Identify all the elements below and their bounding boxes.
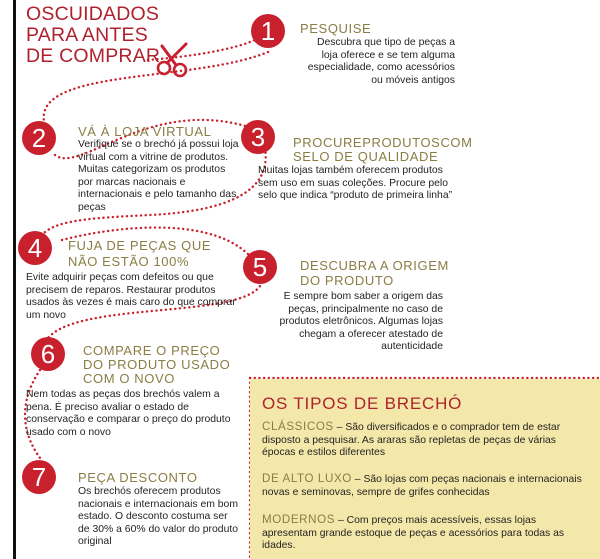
page-title: OSCUIDADOS PARA ANTES DE COMPRAR xyxy=(26,3,161,67)
step-1-heading: PESQUISE xyxy=(300,21,372,36)
step-2-heading: VÁ À LOJA VIRTUAL xyxy=(78,124,212,139)
step-4-number: 4 xyxy=(18,231,52,265)
brecho-type-modernos xyxy=(262,514,592,553)
step-7-text: Os brechós oferecem produtos nacionais e internacionais em bom estado. O desconto costuma ser de 30% a 60% do valor do produto original xyxy=(78,486,239,548)
step-3-heading: PROCUREPRODUTOSCOM SELO DE QUALIDADE xyxy=(293,135,473,164)
step-6-number: 6 xyxy=(31,337,65,371)
brecho-type-description: – Com preços mais acessíveis, essas lojas apresentam grande estoque de peças e acessórios para todas as idades. xyxy=(262,515,565,552)
step-5-heading: DESCUBRA A ORIGEM DO PRODUTO xyxy=(300,258,449,288)
step-4-heading: FUJA DE PEÇAS QUE NÃO ESTÃO 100% xyxy=(68,238,212,269)
brecho-type-classicos xyxy=(262,421,592,460)
step-3-number: 3 xyxy=(241,120,275,154)
brecho-type-description: – São diversificados e o comprador tem de estar disposto a pesquisar. As araras são repletas de peças de várias épocas e estilos diferentes xyxy=(262,422,561,459)
step-1-text: Descubra que tipo de peças a loja oferece e se tem alguma especialidade, como acessórios ou móveis antigos xyxy=(307,37,455,86)
step-4-text: Evite adquirir peças com defeitos ou que precisem de reparos. Restaurar produtos usados às vezes é mais caro do que comprar um novo xyxy=(26,272,236,321)
step-2-number: 2 xyxy=(22,121,56,155)
step-3-text: Muitas lojas também oferecem produtos sem uso em suas coleções. Procure pelo selo que indica “produto de primeira linha” xyxy=(258,165,453,202)
step-2-text: Verifique se o brechó já possui loja virtual com a vitrine de produtos. Muitas categorizam os produtos por marcas nacionais e internacionais e pelo tamanho das peças xyxy=(78,139,239,213)
step-1-number: 1 xyxy=(251,14,285,48)
step-5-number: 5 xyxy=(243,250,277,284)
brecho-type-description: – São lojas com peças nacionais e internacionais novas e seminovas, sempre de grifes conhecidas xyxy=(262,474,582,498)
brecho-type-term: MODERNOS xyxy=(262,513,336,526)
brecho-type-term: DE ALTO LUXO xyxy=(262,472,352,485)
step-6-heading: COMPARE O PREÇO DO PRODUTO USADO COM O NOVO xyxy=(83,343,231,386)
step-5-text: É sempre bom saber a origem das peças, principalmente no caso de produtos eletrônicos. Algumas lojas chegam a oferecer atestado de autenticidade xyxy=(279,291,443,353)
step-6-text: Nem todas as peças dos brechós valem a pena. É preciso avaliar o estado de conservação e comparar o preço do produto usado com o novo xyxy=(26,389,231,438)
step-7-number: 7 xyxy=(22,460,56,494)
brecho-type-term: CLÁSSICOS xyxy=(262,420,334,433)
step-7-heading: PEÇA DESCONTO xyxy=(78,470,198,485)
brecho-type-alto-luxo xyxy=(262,473,592,499)
brecho-box-title: OS TIPOS DE BRECHÓ xyxy=(262,394,463,413)
